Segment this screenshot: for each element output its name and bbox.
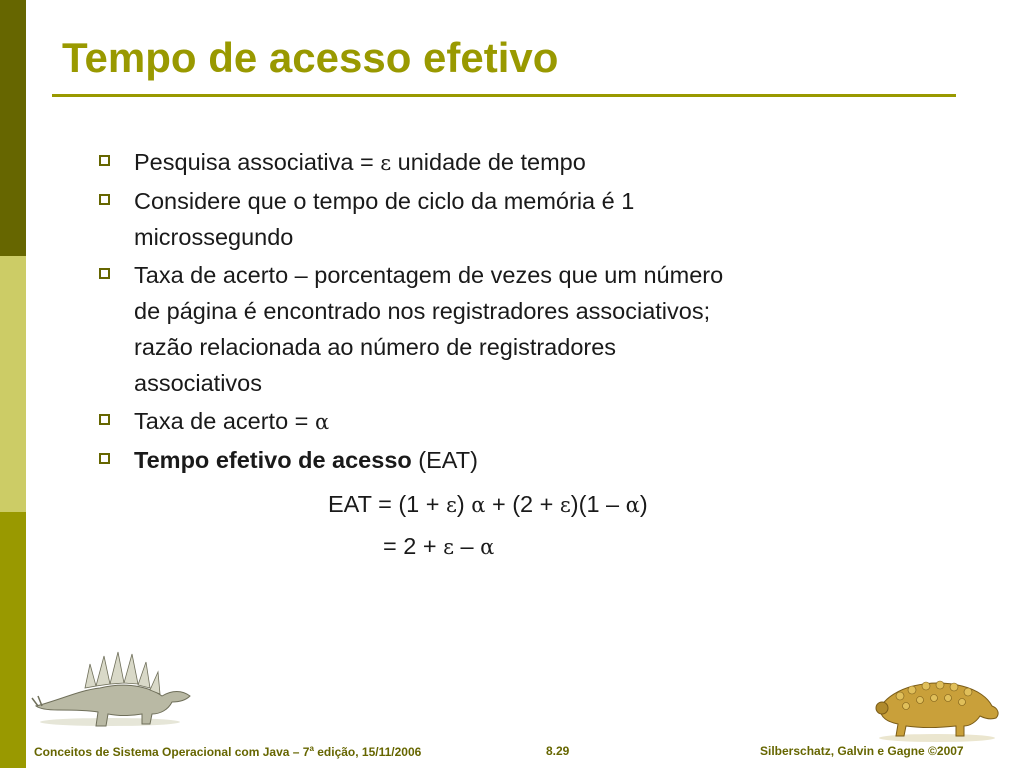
epsilon-symbol: ε — [446, 493, 457, 517]
formula-part: + (2 + — [485, 491, 560, 517]
alpha-symbol: α — [625, 493, 640, 517]
footer-slide-number: 8.29 — [546, 744, 570, 758]
formula-part: ) — [456, 491, 472, 517]
square-bullet-icon — [99, 155, 110, 166]
epsilon-symbol: ε — [380, 151, 392, 175]
bullet-1-text-a: Pesquisa associativa = — [134, 149, 381, 175]
stegosaurus-illustration — [30, 640, 200, 745]
square-bullet-icon — [99, 268, 110, 279]
bullet-3-line-2: de página é encontrado nos registradores associativos; — [134, 298, 711, 324]
left-bar-bottom — [0, 512, 26, 768]
formula-part: = 2 + — [383, 533, 444, 559]
bullet-item-1 — [96, 144, 876, 181]
footer-superscript: a — [309, 744, 314, 753]
eat-formula-line-2 — [383, 528, 494, 565]
bullet-5-bold-text: Tempo efetivo de acesso — [134, 447, 412, 473]
bullet-3-line-1: Taxa de acerto – porcentagem de vezes que um número — [134, 262, 724, 288]
bullet-list — [96, 144, 876, 480]
bullet-item-5 — [96, 442, 876, 478]
bullet-3-line-3: razão relacionada ao número de registradores — [134, 334, 617, 360]
footer-book-title-main: Conceitos de Sistema Operacional com Java – 7 — [34, 745, 310, 759]
square-bullet-icon — [99, 453, 110, 464]
alpha-symbol: α — [314, 410, 330, 434]
formula-part: EAT = (1 + — [328, 491, 446, 517]
bullet-item-4 — [96, 403, 876, 440]
eat-formula-line-1 — [328, 486, 648, 523]
ankylosaurus-illustration — [872, 668, 1002, 748]
title-underline — [52, 94, 956, 97]
formula-part: – — [454, 533, 481, 559]
footer-authors: Silberschatz, Galvin e Gagne ©2007 — [760, 744, 964, 758]
formula-part: )(1 – — [570, 491, 626, 517]
alpha-symbol: α — [480, 535, 495, 559]
alpha-symbol: α — [471, 493, 486, 517]
left-bar-top — [0, 0, 26, 256]
footer-book-title-tail: edição, 15/11/2006 — [313, 745, 422, 759]
epsilon-symbol: ε — [443, 535, 454, 559]
formula-part: ) — [639, 491, 648, 517]
bullet-4-text: Taxa de acerto = — [134, 408, 315, 434]
footer-book-title — [34, 744, 421, 759]
epsilon-symbol: ε — [559, 493, 571, 517]
left-bar-middle — [0, 256, 26, 512]
bullet-2-line-1: Considere que o tempo de ciclo da memória é 1 — [134, 188, 635, 214]
bullet-3-line-4: associativos — [134, 370, 262, 396]
bullet-2-line-2: microssegundo — [134, 224, 294, 250]
bullet-item-2 — [96, 183, 876, 255]
square-bullet-icon — [99, 414, 110, 425]
bullet-5-rest: (EAT) — [411, 447, 478, 473]
bullet-item-3 — [96, 257, 876, 401]
square-bullet-icon — [99, 194, 110, 205]
bullet-1-text-b: unidade de tempo — [391, 149, 586, 175]
slide-title: Tempo de acesso efetivo — [62, 34, 559, 81]
